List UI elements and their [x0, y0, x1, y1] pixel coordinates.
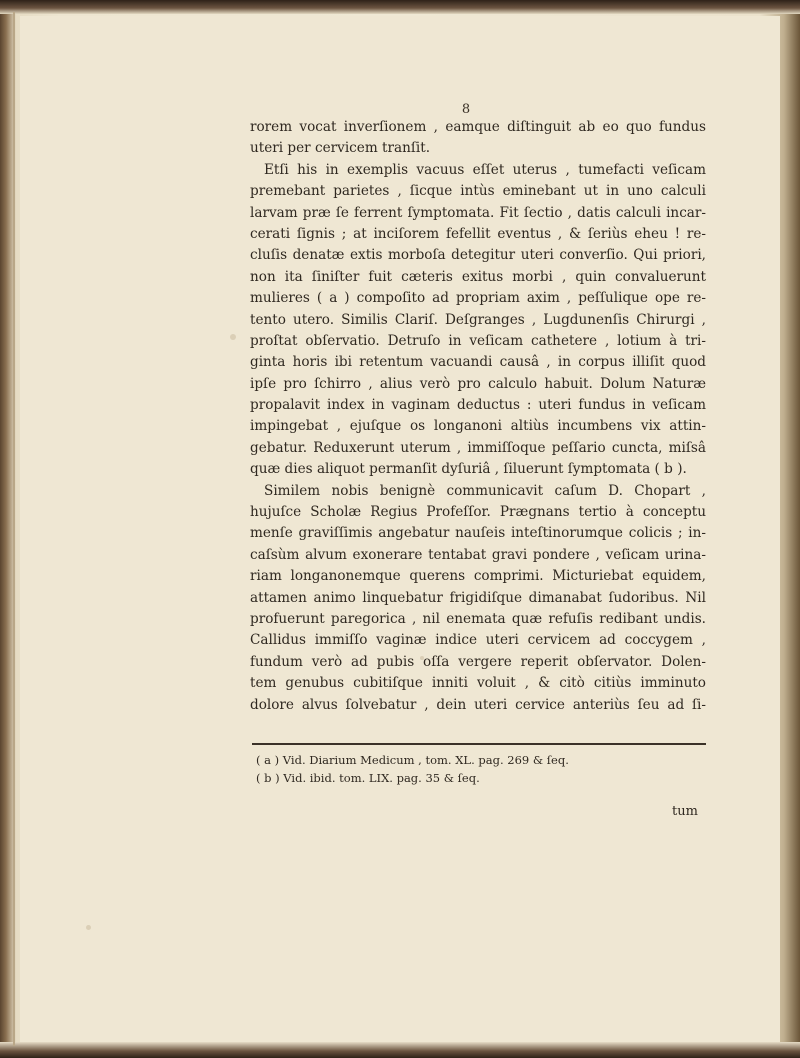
- text-line: propalavit index in vaginam deductus : uteri fundus in veſicam: [250, 397, 706, 414]
- text-line: proſtat obſervatio. Detruſo in veſicam cathetere , lotium à tri-: [250, 332, 706, 349]
- text-line: ginta horis ibi retentum vacuandi causâ , in corpus illiſit quod: [250, 354, 706, 371]
- text-line: gebatur. Reduxerunt uterum , immiſſoque peſſario cuncta, miſsâ: [250, 439, 706, 456]
- text-line: Callidus immiſſo vaginæ indice uteri cervicem ad coccygem ,: [250, 632, 706, 649]
- page-number: 8: [461, 102, 471, 117]
- text-line: tento utero. Similis Clariſ. Deſgranges , Lugdunenſis Chirurgi ,: [250, 311, 706, 328]
- left-page-edge: [13, 12, 15, 1046]
- text-line: riam longanonemque querens comprimi. Micturiebat equidem,: [250, 568, 706, 585]
- text-line: tem genubus cubitiſque inniti voluit , & citò citiùs imminuto: [250, 675, 706, 692]
- text-line: Etſi his in exemplis vacuus eſſet uterus , tumefacti veſicam: [264, 161, 706, 178]
- text-line: dolore alvus ſolvebatur , dein uteri cervice anteriùs ſeu ad ſi-: [250, 696, 706, 713]
- footnote-b: ( b ) Vid. ibid. tom. LIX. pag. 35 & ſeq.: [256, 771, 480, 785]
- text-line: non ita ſiniſter fuit cæteris exitus morbi , quin convaluerunt: [250, 268, 706, 285]
- text-line: menſe graviſſimis angebatur nauſeis inteſtinorumque colicis ; in-: [250, 525, 706, 542]
- body-text: [250, 117, 706, 716]
- top-binding-edge: [0, 0, 800, 14]
- text-line: fundum verò ad pubis oſſa vergere reperit obſervator. Dolen-: [250, 653, 706, 670]
- text-line: cluſis denatæ extis morboſa detegitur uteri converſio. Qui priori,: [250, 247, 706, 264]
- text-line: caſsùm alvum exonerare tentabat gravi pondere , veſicam urina-: [250, 546, 706, 563]
- text-line: uteri per cervicem tranſit.: [250, 140, 431, 157]
- text-line: Similem nobis benignè communicavit caſum D. Chopart ,: [264, 482, 706, 499]
- text-line: attamen animo linquebatur frigidiſque dimanabat ſudoribus. Nil: [250, 589, 706, 606]
- foxing-spot: [230, 334, 236, 340]
- footnote-a: ( a ) Vid. Diarium Medicum , tom. XL. pag. 269 & ſeq.: [256, 753, 569, 767]
- text-line: profuerunt paregorica , nil enemata quæ refuſis redibant undis.: [250, 610, 706, 627]
- text-line: larvam præ ſe ferrent ſymptomata. Fit ſectio , datis calculi incar-: [250, 204, 706, 221]
- catchword: tum: [672, 804, 698, 819]
- text-line: rorem vocat inverſionem , eamque diſtinguit ab eo quo fundus: [250, 119, 706, 135]
- foxing-spot: [86, 925, 91, 930]
- text-line: cerati ſignis ; at inciſorem fefellit eventus , & ſeriùs eheu ! re-: [250, 225, 706, 242]
- text-line: hujuſce Scholæ Regius Profeſſor. Prægnans tertio à conceptu: [250, 504, 706, 521]
- text-line: impingebat , ejuſque os longanoni altiùs incumbens vix attin-: [250, 418, 706, 435]
- text-line: mulieres ( a ) compoſito ad propriam axim , peſſulique ope re-: [250, 290, 706, 307]
- footnote-rule: [252, 743, 706, 745]
- text-line: quæ dies aliquot permanſit dyſuriâ , ſiluerunt ſymptomata ( b ).: [250, 461, 687, 478]
- text-line: premebant parietes , ſicque intùs eminebant ut in uno calculi: [250, 183, 706, 200]
- bottom-binding-edge: [0, 1042, 800, 1058]
- text-line: ipſe pro ſchirro , alius verò pro calculo habuit. Dolum Naturæ: [250, 375, 706, 392]
